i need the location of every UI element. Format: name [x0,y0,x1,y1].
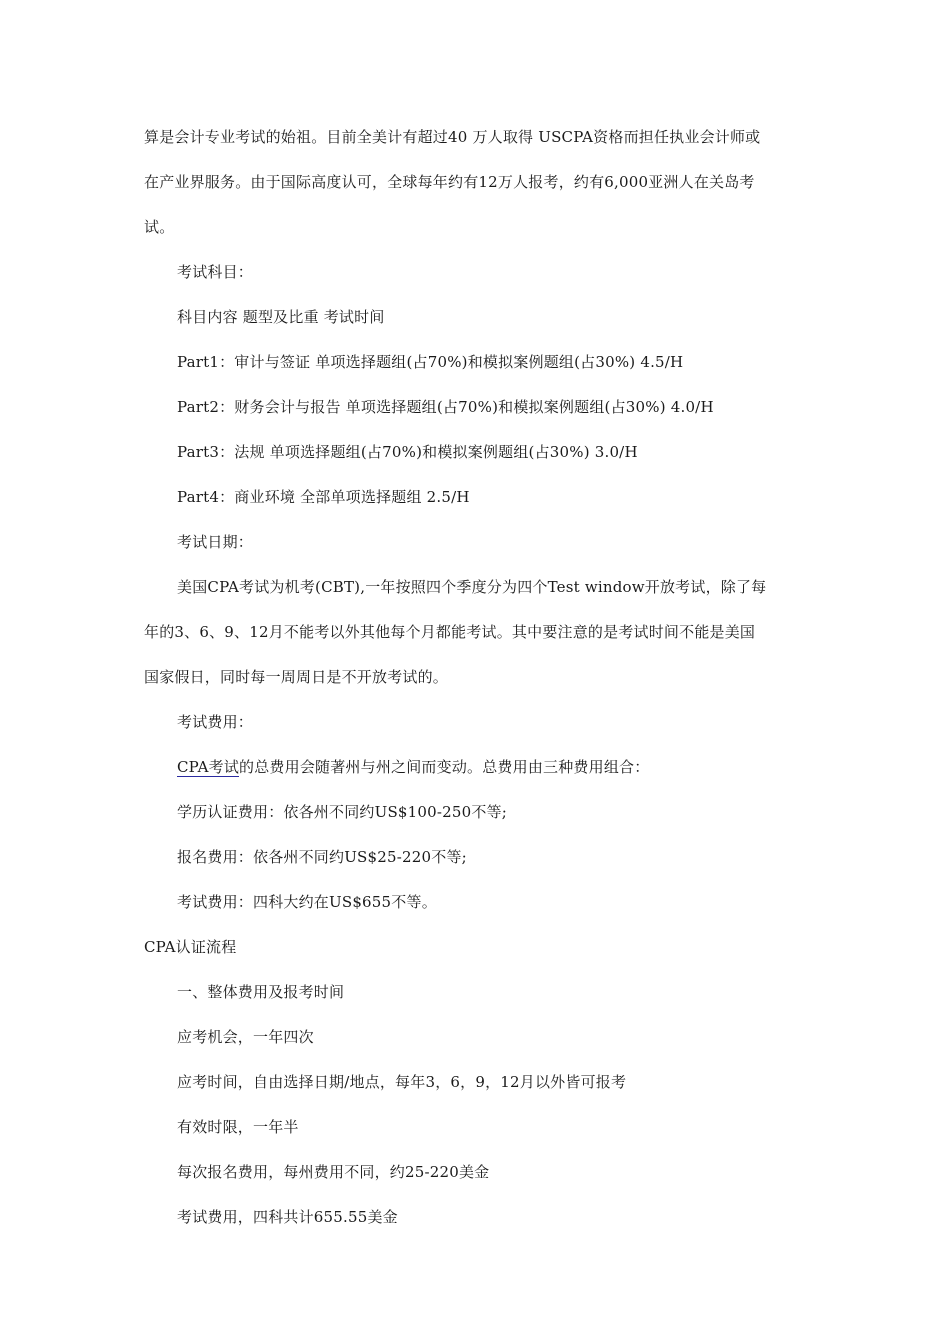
dates-line-2: 年的3、6、9、12月不能考以外其他每个月都能考试。其中要注意的是考试时间不能是美国 [144,623,756,641]
process-section-1: 一、整体费用及报考时间 [177,983,345,1001]
process-item-2: 应考时间，自由选择日期/地点，每年3，6，9，12月以外皆可报考 [177,1073,627,1091]
fee-item-registration: 报名费用：依各州不同约US$25-220不等; [177,848,467,866]
fees-heading: 考试费用： [177,713,254,731]
subject-part-1: Part1：审计与签证 单项选择题组(占70%)和模拟案例题组(占30%) 4.5/H [177,353,684,371]
subject-part-4: Part4：商业环境 全部单项选择题组 2.5/H [177,488,470,506]
fee-item-education: 学历认证费用：依各州不同约US$100-250不等; [177,803,508,821]
process-item-4: 每次报名费用，每州费用不同，约25-220美金 [177,1163,490,1181]
fee-item-exam: 考试费用：四科大约在US$655不等。 [177,893,437,911]
dates-line-3: 国家假日，同时每一周周日是不开放考试的。 [144,668,449,686]
process-item-5: 考试费用，四科共计655.55美金 [177,1208,398,1226]
intro-line-2: 在产业界服务。由于国际高度认可，全球每年约有12万人报考，约有6,000亚洲人在关岛考 [144,173,755,191]
intro-line-3: 试。 [144,218,175,236]
subject-part-3: Part3：法规 单项选择题组(占70%)和模拟案例题组(占30%) 3.0/H [177,443,638,461]
dates-line-1: 美国CPA考试为机考(CBT),一年按照四个季度分为四个Test window开放考试，除了每 [177,578,767,596]
intro-line-1: 算是会计专业考试的始祖。目前全美计有超过40 万人取得 USCPA资格而担任执业会计师或 [144,128,761,146]
subjects-heading: 考试科目： [177,263,254,281]
process-item-1: 应考机会，一年四次 [177,1028,314,1046]
dates-heading: 考试日期： [177,533,254,551]
cpa-exam-link[interactable]: CPA考试 [177,758,240,776]
subject-part-2: Part2：财务会计与报告 单项选择题组(占70%)和模拟案例题组(占30%) 4.0/H [177,398,714,416]
process-title: CPA认证流程 [144,938,237,956]
process-item-3: 有效时限，一年半 [177,1118,299,1136]
subjects-table-header: 科目内容 题型及比重 考试时间 [177,308,385,326]
fees-intro-rest: 的总费用会随著州与州之间而变动。总费用由三种费用组合： [239,758,650,776]
fees-intro [177,757,649,777]
